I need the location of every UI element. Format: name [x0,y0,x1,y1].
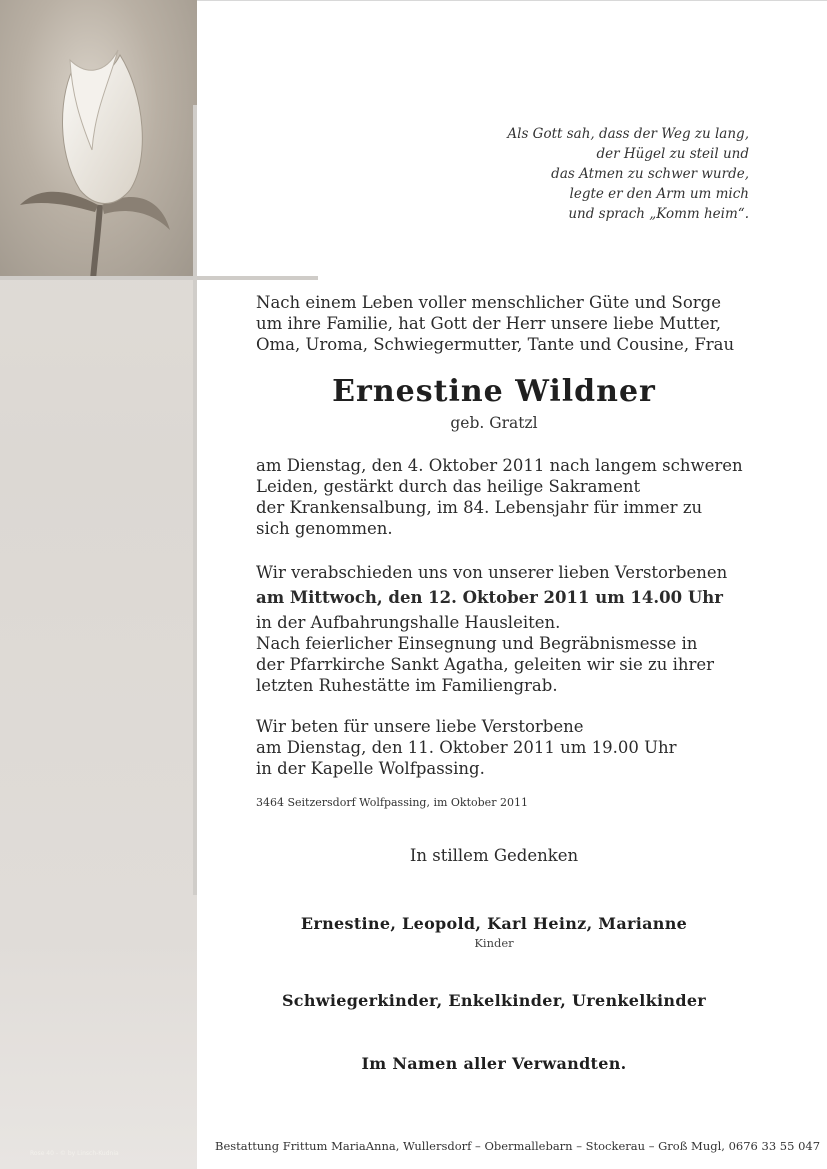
poem-line: das Atmen zu schwer wurde, [551,166,749,182]
mourners-relatives: Schwiegerkinder, Enkelkinder, Urenkelkinder [281,991,707,1010]
poem-line: Als Gott sah, dass der Weg zu lang, [507,126,749,142]
prayer-line: in der Kapelle Wolfpassing. [256,759,485,778]
maiden-name: geb. Gratzl [450,414,538,432]
farewell-line: Nach feierlicher Einsegnung und Begräbnismesse in [256,634,698,653]
prayer-line: am Dienstag, den 11. Oktober 2011 um 19.00 Uhr [256,738,677,757]
farewell-line: letzten Ruhestätte im Familiengrab. [256,676,558,695]
rose-icon [0,0,197,280]
intro-line: Nach einem Leben voller menschlicher Güte und Sorge [256,293,721,312]
deceased-name: Ernestine Wildner [332,374,656,409]
poem-line: legte er den Arm um mich [569,186,749,202]
intro-line: Oma, Uroma, Schwiegermutter, Tante und Cousine, Frau [256,335,735,354]
top-rule [197,0,827,1]
horizontal-rule [0,276,318,280]
farewell-intro: Wir verabschieden uns von unserer lieben Verstorbenen [256,563,728,582]
photo-credit: Rose 40 - © by Linsch-Kudnia [30,1150,119,1157]
farewell-line: der Pfarrkirche Sankt Agatha, geleiten wir sie zu ihrer [256,655,715,674]
death-notice [256,455,743,539]
intro-paragraph [256,292,734,355]
funeral-date: am Mittwoch, den 12. Oktober 2011 um 14.00 Uhr [256,588,723,607]
poem [419,124,749,224]
vertical-rule [193,105,197,895]
death-line: Leiden, gestärkt durch das heilige Sakrament [256,477,641,496]
mourners-children: Ernestine, Leopold, Karl Heinz, Marianne [300,914,688,933]
death-line: am Dienstag, den 4. Oktober 2011 nach langem schweren [256,456,743,475]
funeral-home-footer: Bestattung Frittum MariaAnna, Wullersdorf – Obermallebarn – Stockerau – Groß Mugl, 0676 33 55 047 [215,1139,821,1153]
memory-line: In stillem Gedenken [409,846,579,865]
farewell-line: in der Aufbahrungshalle Hausleiten. [256,613,561,632]
death-line: sich genommen. [256,519,393,538]
death-line: der Krankensalbung, im 84. Lebensjahr für immer zu [256,498,703,517]
poem-line: und sprach „Komm heim“. [568,206,749,222]
poem-line: der Hügel zu steil und [596,146,749,162]
mourners-children-label: Kinder [474,936,514,950]
white-rose-image [0,0,197,280]
prayer-line: Wir beten für unsere liebe Verstorbene [256,717,584,736]
intro-line: um ihre Familie, hat Gott der Herr unsere liebe Mutter, [256,314,721,333]
place-date: 3464 Seitzersdorf Wolfpassing, im Oktober 2011 [256,796,528,809]
prayer-paragraph [256,716,677,779]
farewell-paragraph [256,562,727,696]
mourners-all: Im Namen aller Verwandten. [361,1054,627,1073]
